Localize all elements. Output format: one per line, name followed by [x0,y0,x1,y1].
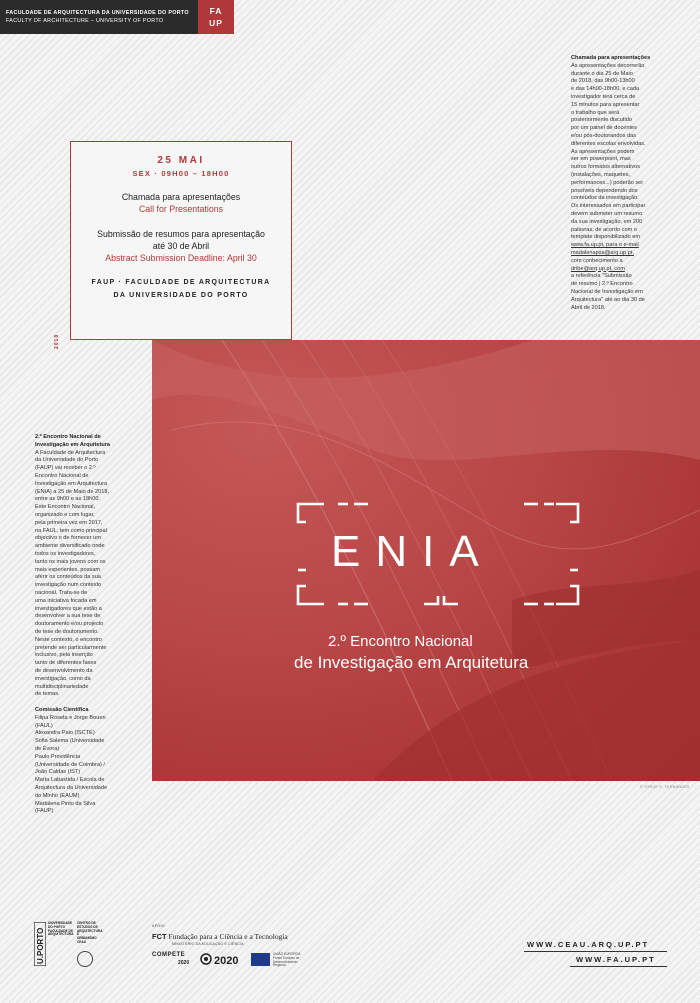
call-details-line: Os interessados em participar [571,203,646,210]
ceau-website-link[interactable]: WWW.CEAU.ARQ.UP.PT [527,940,650,949]
about-line: Investigação em Arquitectura [35,480,108,487]
call-details-column [571,55,667,312]
ceau-circle-logo [77,951,93,967]
about-line: entre as 9h00 e as 18h00. [35,496,101,503]
committee-member: Arquitectura da Universidade [35,785,108,792]
ceau-text: CENTRO DE ESTUDOS DE ARQUITECTURA E URBANISMO CEAU [77,921,103,944]
about-column [35,434,135,816]
ministry-label: MINISTÉRIO DA EDUCAÇÃO E CIÊNCIA [172,942,244,946]
committee-list [35,715,135,816]
uporto-faculty-text: UNIVERSIDADE DO PORTO FACULDADE DE ARQUITECTURA [48,921,74,937]
fct-name: Fundação para a Ciência e a Tecnologia [168,932,288,941]
about-line: na FAUL, tem como principal [35,527,107,534]
header-faculty-pt: FACULDADE DE ARQUITECTURA DA UNIVERSIDADE DO PORTO [6,10,189,16]
call-details-line: outros formatos alternativos [571,164,641,171]
call-details-line: diferentes escolas envolvidas. [571,140,646,147]
about-line: desenvolver a sua tese de [35,613,101,620]
eu-fund-text: UNIÃO EUROPEIA Fundo Europeu de Desenvolvimento Regional [273,952,301,968]
about-line: ambiente diversificado onde [35,543,105,550]
committee-member: Filipa Roseta e Jorge Bouen [35,714,106,721]
committee-member: Alexandra Paio (ISCTE) [35,730,95,737]
committee-heading: Comissão Científica [35,707,89,714]
about-line: de desenvolvimento da [35,667,93,674]
call-title-en: Call for Presentations [138,204,224,214]
committee-member: Madalena Pinto da Silva [35,800,96,807]
about-line: tanto de diferentes fases [35,660,97,667]
call-details-heading: Chamada para apresentações [571,55,651,61]
call-details-line: e/ou pós-doutorandos das [571,132,636,139]
event-subtitle-line2: de Investigação em Arquitetura [294,653,529,672]
about-heading-line2: Investigação em Arquitetura [35,441,111,448]
call-details-line: As apresentações podem [571,148,635,155]
call-details-line: da sua investigação, em 200 [571,218,643,225]
submission-en: Abstract Submission Deadline: April 30 [105,253,257,263]
call-details-line: As apresentações decorrerão [571,62,645,69]
call-details-line: dribe@arq.up.pt, com [571,265,625,272]
faup-badge-bottom: UP [209,18,223,28]
about-line: doutoramento e/ou projecto [35,621,104,628]
header-faculty-en: FACULTY OF ARCHITECTURE – UNIVERSITY OF PORTO [6,18,164,24]
call-details-line: durante o dia 25 de Maio [571,70,633,77]
call-details-line: performances...) poderão ser [571,179,644,186]
about-heading-line1: 2.º Encontro Nacional de [35,434,101,440]
about-line: aferir os conteúdos da sua [35,574,101,581]
header-bar [0,0,198,34]
committee-member: Marta Labastida / Escola de [35,777,105,784]
about-line: investigadores que estão a [35,605,102,612]
venue-line1: FAUP · FACULDADE DE ARQUITECTURA [91,279,271,286]
call-details-line: devem submeter um resumo [571,210,643,217]
call-details-line: 15 minutos para apresentar [571,101,640,108]
call-details-line: conteúdos da investigação. [571,195,639,202]
about-line: nacional. Trata-se de [35,589,88,596]
committee-member: Sofia Salema (Universidade [35,738,105,745]
about-line: inclusivo, pela inserção [35,652,93,659]
url-divider-1 [524,951,667,952]
about-line: objectivo o de fornecer um [35,535,101,542]
event-date: 25 MAI [157,155,205,166]
about-line: Encontro Nacional de [35,472,89,479]
call-details-line: de 2018, das 9h00-13h00 [571,78,635,85]
call-details-line: de resumo | 2.º Encontro [571,281,633,288]
portugal2020-logo: 2020 [214,955,239,967]
call-details-line: palavras, de acordo com o [571,226,637,233]
about-line: investigação, como da [35,675,91,682]
about-line: A Faculdade de Arquitectura [35,449,106,456]
compete-year: 2020 [178,960,190,966]
about-line: todos os investigadores, [35,550,96,557]
faup-badge-top: FA [209,6,223,16]
committee-member: de Évora) [35,746,60,753]
venue-line2: DA UNIVERSIDADE DO PORTO [113,292,249,299]
about-line: Neste contexto, o encontro [35,636,102,643]
about-line: de tese de doutoramento. [35,628,99,635]
submission-pt-line1: Submissão de resumos para apresentação [97,229,265,239]
call-details-line: Nacional de Investigação em [571,288,643,295]
enia-logo-word: ENIA [331,527,494,576]
about-line: investigação num contexto [35,582,102,589]
fct-logo [152,932,288,941]
about-line: pela primeira vez em 2017, [35,519,103,526]
faup-website-link[interactable]: WWW.FA.UP.PT [576,955,656,964]
call-details-line: com conhecimento a [571,257,623,264]
call-title-pt: Chamada para apresentações [121,192,241,202]
photo-credit: © JORGE S. FERNANDES [640,785,690,789]
about-line: (ENIA) a 25 de Maio de 2018, [35,488,110,495]
eu-flag-icon [251,953,270,966]
call-details-line: Arquitectura" até ao dia 30 de [571,296,645,303]
committee-member: do Minho (EAUM) [35,792,80,799]
support-label: APOIO [152,924,165,928]
call-details-line: posteriormente discutido [571,117,632,124]
about-line: tanto os mais jovens com os [35,558,106,565]
faup-logo-badge [198,0,234,34]
about-line: uma iniciativa focada em [35,597,97,604]
committee-member: (FAUL) [35,722,53,729]
submission-pt-line2: até 30 de Abril [152,241,210,251]
fct-acronym: FCT [152,932,167,941]
call-details-line: Abril de 2018. [571,304,606,311]
compete-logo: COMPETE [152,952,186,958]
year-vertical: 2018 [54,333,60,349]
event-info-box [70,141,292,340]
call-details-line: possíveis dependendo dos [571,187,638,194]
event-time: SEX · 09H00 – 18H00 [132,169,230,178]
committee-member: (Universidade de Coimbra) / [35,761,105,768]
uporto-logo [34,922,46,966]
call-details-line: template disponibilizado em [571,234,641,241]
call-details-line: o trabalho que será [571,109,620,116]
about-line: de temas. [35,691,60,698]
call-details-line: madalenapsa@arq.up.pt, [571,249,634,256]
about-line: (FAUP) vai receber o 2.º [35,465,96,472]
committee-member: (FAUP) [35,808,54,815]
call-details-text [571,63,667,313]
about-line: multidisciplinariedade [35,683,89,690]
committee-member: Paulo Providência [35,753,81,760]
uporto-logo-label: U.PORTO [36,927,45,964]
call-details-line: ser em powerpoint, mas [571,156,631,163]
about-line: da Universidade do Porto [35,457,99,464]
about-text [35,450,135,700]
about-line: pretende ser particularmente [35,644,107,651]
call-details-line: (instalações, maquetes, [571,171,631,178]
url-divider-2 [570,966,667,967]
about-line: mais experientes, possam [35,566,100,573]
call-details-line: www.fa.up.pt, para o e-mail [571,242,639,249]
about-line: organizado e com lugar, [35,511,95,518]
portugal2020-icon [200,953,212,965]
about-line: Este Encontro Nacional, [35,504,96,511]
call-details-line: e das 14h00-18h00, e cada [571,86,640,93]
call-details-line: investigador terá cerca de [571,93,636,100]
committee-member: João Caldas (IST) [35,769,81,776]
event-subtitle-line1: 2.º Encontro Nacional [328,633,473,650]
call-details-line: a referência "Submissão [571,273,632,280]
call-details-line: por um painel de docentes [571,125,637,132]
